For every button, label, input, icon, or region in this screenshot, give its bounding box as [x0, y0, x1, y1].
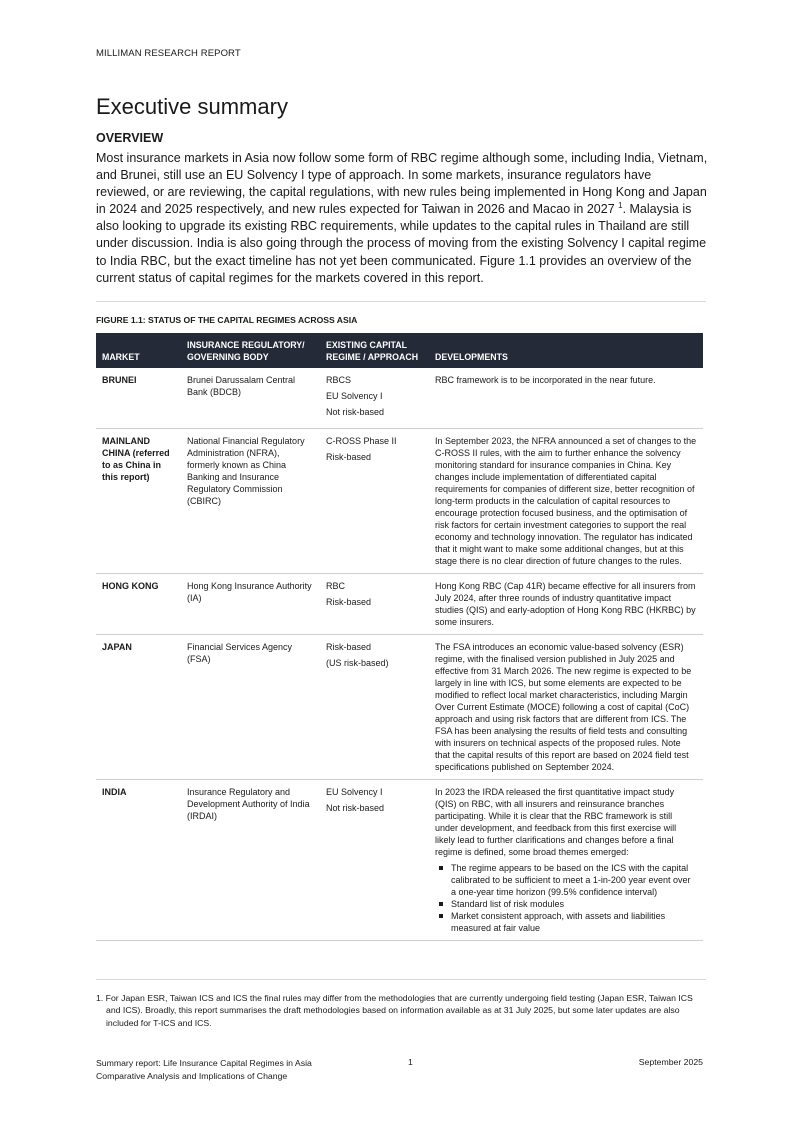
footnote	[96, 992, 704, 1029]
footer-report-title	[96, 1057, 312, 1082]
footnote-ref-1[interactable]: 1	[618, 201, 623, 211]
regime-cell	[320, 635, 429, 780]
col-header-capital-regime: EXISTING CAPITAL REGIME / APPROACH	[320, 333, 429, 368]
market-cell: BRUNEI	[96, 368, 181, 429]
divider-bottom	[96, 979, 706, 980]
regime-line: Risk-based	[326, 597, 372, 607]
regime-line: EU Solvency I	[326, 391, 383, 401]
col-header-developments: DEVELOPMENTS	[429, 333, 703, 368]
regime-cell	[320, 780, 429, 941]
table-row-india	[96, 780, 703, 941]
table-row-japan	[96, 635, 703, 780]
developments-cell: Hong Kong RBC (Cap 41R) became effective for all insurers from July 2024, after three rounds of industry quantitative impact studies (QIS) and early-adoption of Hong Kong RBC (HKRBC) by some insurers.	[429, 574, 703, 635]
regime-line: C-ROSS Phase II	[326, 436, 397, 446]
footer-date: September 2025	[638, 1057, 703, 1067]
table-header-row	[96, 333, 703, 368]
page-title: Executive summary	[96, 94, 288, 119]
divider-top	[96, 301, 706, 302]
page-number: 1	[408, 1057, 413, 1067]
regime-cell	[320, 574, 429, 635]
bullet-item: Market consistent approach, with assets and liabilities measured at fair value	[451, 910, 697, 934]
bullet-item: Standard list of risk modules	[451, 898, 697, 910]
overview-paragraph	[96, 150, 708, 287]
developments-text: In 2023 the IRDA released the first quantitative impact study (QIS) on RBC, with all insurers and reinsurance branches participating. While it is clear that the RBC framework is still under development, and feedback from this first exercise will likely lead to further clarifications and changes before a final regime is defined, some broad themes emerged:	[435, 787, 677, 857]
table-row-hong-kong	[96, 574, 703, 635]
governing-body-cell: National Financial Regulatory Administration (NFRA), formerly known as China Banking and Insurance Regulatory Commission (CBIRC)	[181, 429, 320, 574]
governing-body-cell: Hong Kong Insurance Authority (IA)	[181, 574, 320, 635]
running-header: MILLIMAN RESEARCH REPORT	[96, 48, 241, 59]
overview-text-part-1: Most insurance markets in Asia now follow some form of RBC regime although some, including India, Vietnam, and Brunei, still use an EU Solvency I type of approach. In some markets, insurance regulators have reviewed, or are reviewing, the capital regulations, with new rules being implemented in Hong Kong and Japan in 2024 and 2025 respectively, and new rules expected for Taiwan in 2026 and Macao in 2027	[96, 151, 708, 217]
developments-bullet-list	[435, 862, 697, 934]
overview-text-part-2: . Malaysia is also looking to upgrade its existing RBC requirements, while updates to the capital rules in Thailand are still under discussion. India is also going through the process of moving from the existing Solvency I capital regime to India RBC, but the exact timeline has not yet been communicated. Figure 1.1 provides an overview of the current status of capital regimes for the markets covered in this report.	[96, 202, 707, 285]
footnote-text: 1. For Japan ESR, Taiwan ICS and ICS the final rules may differ from the methodologies that are currently undergoing field testing (Japan ESR, Taiwan ICS and ICS). Broadly, this report summarises the draft methodologies based on information available as at 31 July 2025, but some later updates are also included for T-ICS and ICS.	[96, 993, 693, 1028]
col-header-governing-body: INSURANCE REGULATORY/ GOVERNING BODY	[181, 333, 320, 368]
bullet-item: The regime appears to be based on the ICS with the capital calibrated to be sufficient to meet a 1-in-200 year event over a one-year time horizon (99.5% confidence interval)	[451, 862, 697, 898]
regime-cell	[320, 368, 429, 429]
regime-line: Risk-based	[326, 642, 372, 652]
regime-line: Not risk-based	[326, 803, 385, 813]
developments-cell: In September 2023, the NFRA announced a set of changes to the C-ROSS II rules, with the aim to further enhance the solvency monitoring standard for insurance companies in China. Key changes include implementation of differentiated capital requirements for companies of different size, better recognition of long-term products in the calculation of capital resources to encourage protection focused business, and the optimisation of risk factors for certain investment categories to support the real economy and technology innovation. The regulator has indicated that it might want to make some additional changes, but at this stage there is no clear direction of future changes to the rules.	[429, 429, 703, 574]
governing-body-cell: Brunei Darussalam Central Bank (BDCB)	[181, 368, 320, 429]
developments-cell	[429, 780, 703, 941]
market-cell: MAINLAND CHINA (referred to as China in this report)	[96, 429, 181, 574]
overview-heading: OVERVIEW	[96, 131, 164, 145]
developments-cell: The FSA introduces an economic value-based solvency (ESR) regime, with the finalised version published in July 2025 and effective from 31 March 2026. The new regime is expected to be largely in line with ICS, but some elements are expected to be modified to reflect local market characteristics, including Margin Over Current Estimate (MOCE) following a cost of capital (CoC) approach and using risk factors that are different from ICS. The FSA has been analysing the results of field tests and consulting with insurers on technical aspects of the proposed rules. Note that the capital results of this report are based on 2024 field test specifications published on September 2024.	[429, 635, 703, 780]
table-row-brunei	[96, 368, 703, 429]
col-header-market: MARKET	[96, 333, 181, 368]
governing-body-cell: Financial Services Agency (FSA)	[181, 635, 320, 780]
market-cell: JAPAN	[96, 635, 181, 780]
regime-line: EU Solvency I	[326, 787, 383, 797]
market-cell: INDIA	[96, 780, 181, 941]
regime-line: RBCS	[326, 375, 352, 385]
footer-title-line-2: Comparative Analysis and Implications of Change	[96, 1070, 288, 1081]
regime-line: (US risk-based)	[326, 658, 389, 668]
footer-title-line-1: Summary report: Life Insurance Capital Regimes in Asia	[96, 1058, 312, 1068]
figure-title: FIGURE 1.1: STATUS OF THE CAPITAL REGIMES ACROSS ASIA	[96, 315, 358, 325]
table-row-mainland-china	[96, 429, 703, 574]
market-cell: HONG KONG	[96, 574, 181, 635]
regime-line: Risk-based	[326, 452, 372, 462]
regime-cell	[320, 429, 429, 574]
governing-body-cell: Insurance Regulatory and Development Authority of India (IRDAI)	[181, 780, 320, 941]
capital-regimes-table	[96, 333, 703, 941]
regime-line: RBC	[326, 581, 346, 591]
developments-cell: RBC framework is to be incorporated in the near future.	[429, 368, 703, 429]
regime-line: Not risk-based	[326, 407, 385, 417]
